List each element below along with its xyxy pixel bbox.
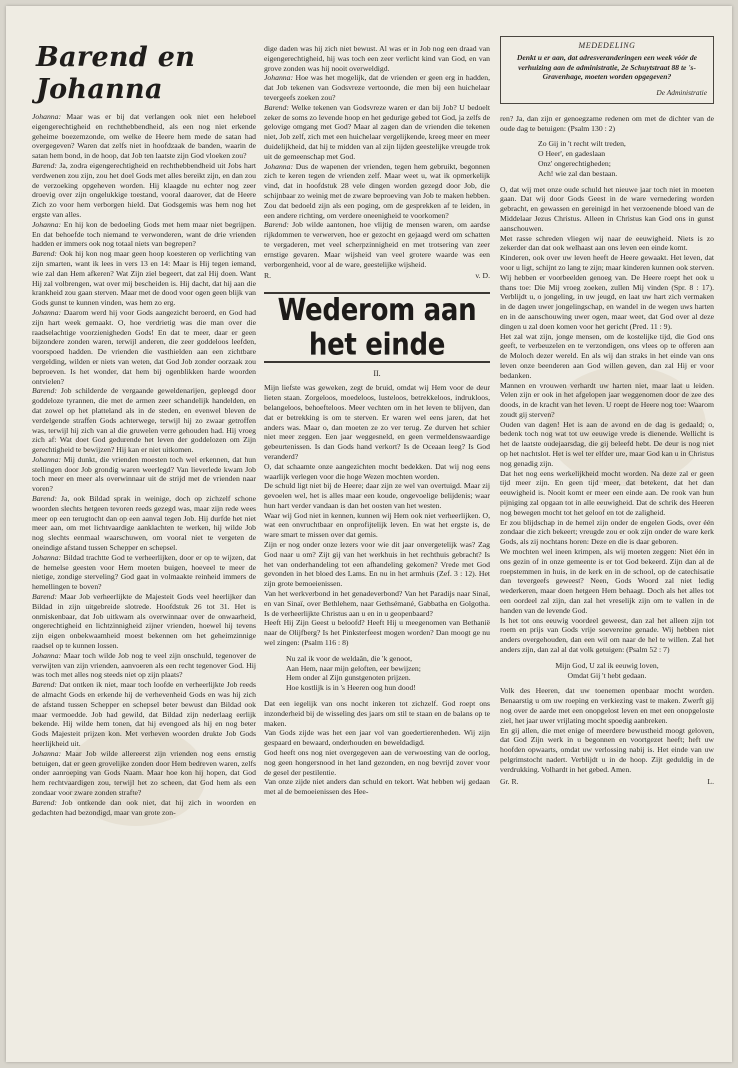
- psalm-verse: [538, 139, 714, 178]
- dialogue-paragraph: Johanna: Bildad trachtte God te verheerlijken, door er op te wijzen, dat de hemelse geesten voor Hem moeten buigen, hoeveel te meer de nietige, zondige sterveling? God gaat in volmaakte reinheid immers de hemellingen te boven?: [32, 552, 256, 592]
- column-right: [500, 36, 714, 1052]
- article-title-wederom: Wederom aan het einde: [277, 293, 477, 363]
- dialogue-paragraph: Johanna: Maar toch wilde Job nog te veel zijn onschuld, tegenover de verwijten van zijn vrienden, aanvoeren als een recht tegenover God. Hij was toch met alles nog steeds niet op zijn plaats?: [32, 650, 256, 680]
- notice-title: MEDEDELING: [578, 41, 636, 50]
- article-paragraph: O, dat schaamte onze aangezichten mocht bedekken. Dat wij nog eens waarlijk verlegen voor die hoge Wezen mochten worden.: [264, 461, 490, 481]
- article-paragraph: Met rasse schreden vliegen wij naar de eeuwigheid. Niets is zo zekerder dan dat ook welhaast aan ons leven een einde komt.: [500, 233, 714, 253]
- article-title-barend-en-johanna: Barend en Johanna: [36, 42, 196, 105]
- column-middle: [264, 44, 490, 1052]
- dialogue-paragraph: Johanna: Daarom werd hij voor Gods aangezicht beroerd, en God had zijn hart week gemaakt. O, hoe verdrietig was die man over die raadselachtige voorzienigheden Gods! En dat te meer, daar er geen bijzondere zonden waren, terwijl anderen, die zeer goddeloos leefden, voorspoed hadden. De vrienden die vasthielden aan een zichtbare vergelding, wilden er niets van weten, dat God Job zonder oorzaak zou beproeven. Is het wonder, dat hem bij ogenblikken harde woorden ontvielen?: [32, 307, 256, 386]
- signature-left: R.: [264, 271, 272, 281]
- column-barend-en-johanna: [32, 42, 256, 1052]
- speaker-label: Barend:: [32, 797, 57, 807]
- article-paragraph: Zijn er nog onder onze lezers voor wie dit jaar onvergetelijk was? Zag God naar u om? Zijt gij van het werkhuis in het rechthuis gebracht? Is het van onderhandeling tot een afhandeling gekomen? Vrede met God gevonden in het bloed des Lams. En nu in het armhuis (Zef. 3 : 12). Het zijn grote bemoeienissen.: [264, 540, 490, 589]
- article-paragraph: Dat het nog eens werkelijkheid mocht worden. Na deze zal er geen tijd meer zijn. En geen tijd meer, dat betekent, dat het dan eeuwigheid is. Nooit komt er meer een einde aan. De rook van hun pijniging zal opgaan tot in alle eeuwigheid. Dat de schrik des Heeren nog bewegen mocht tot het geloof en tot de zaligheid.: [500, 468, 714, 517]
- verse-line: Nu zal ik voor de weldaân, die 'k genoot,: [286, 653, 413, 663]
- article-paragraph: Er zou blijdschap in de hemel zijn onder de engelen Gods, over één zondaar die zich bekeert; vreugde zou er ook zijn onder de ware kerk Gods, als zij nochtans horen: Deze en die is daar geboren.: [500, 517, 714, 547]
- article-paragraph: Ouden van dagen! Het is aan de avond en de dag is gedaald; o, bedenk toch nog wat tot uw eeuwige vrede is dienende. Wellicht is het de laatste oudejaarsdag, die gij beleefd hebt. De deur is nog niet op het nachtslot. Het is wel ter elfder ure, maar God kan u in Christus nog genadig zijn.: [500, 419, 714, 468]
- speaker-label: Johanna:: [32, 219, 62, 229]
- speaker-label: Johanna:: [264, 161, 294, 171]
- dialogue-paragraph: Barend: Ja, zodra eigengerechtigheid en rechthebbendheid uit Jobs hart verdwenen zou zijn, zou het doel Gods met alles bereikt zijn, en dan zou de verzoeking opgeheven worden. Hij klaagde nu echter nog zeer droevig over zijn ongelukkige toestand, vooral daarover, dat de Heere Zich zo voor hem verborgen hield. Dat Godsgemis was hem nog het ergste van alles.: [32, 160, 256, 219]
- article-signature: [264, 271, 490, 280]
- article-paragraph: God heeft ons nog niet overgegeven aan de verwoesting van de oorlog, nog geen hongersnood in het land gezonden, en nog bevrijd zover voor de gesel der pestilentie.: [264, 748, 490, 777]
- verse-line: Aan Hem, naar mijn geloften, eer bewijzen;: [286, 663, 421, 673]
- article-signature: [500, 777, 714, 786]
- article-paragraph: Waar wij God niet in kennen, kunnen wij Hem ook niet verheerlijken. O, wat een onvruchtbaar en onprofijtelijk leven. En wat het ergste is, de ware smart te missen over dat gemis.: [264, 510, 490, 540]
- dialogue-paragraph: Johanna: Maar was er bij dat verlangen ook niet een heleboel eigengerechtigheid en rechthebbendheid, als een nog niet erkende geheime boezemzonde, om welke de Heere hem mede de satan had overgegeven? Waren dat zelfs niet in hoofdzaak de banden, waarin de satan hem bond, in de hoop, dat Job ten laatste zijn God vloeken zou?: [32, 112, 256, 161]
- speaker-label: Johanna:: [32, 748, 62, 758]
- dialogue-paragraph: Barend: Welke tekenen van Godsvreze waren er dan bij Job? U bedoelt zeker de soms zo levende hoop en het gedurige gebed tot God, ja zelfs de gelovige omgang met God? Maar al zagen dan de vrienden die tekenen niet, Job zelf, zich met een huichelaar vergelijkende, kreeg meer en meer duidelijkheid, dat hij te midden van al zijn lijden geestelijke vreugde trok uit de gemeenschap met God.: [264, 102, 490, 161]
- speaker-label: Barend:: [32, 592, 57, 602]
- speaker-label: Johanna:: [32, 454, 62, 464]
- dialogue-paragraph: Johanna: En hij kon de bedoeling Gods met hem maar niet begrijpen. En dat behoefde toch niemand te verwonderen, want de drie vrienden hadden er immers ook nog totaal niets van begrepen?: [32, 219, 256, 249]
- verse-line: Hoe kostlijk is in 's Heeren oog hun dood!: [286, 683, 416, 693]
- speaker-label: Barend:: [264, 220, 289, 230]
- speaker-label: Johanna:: [32, 650, 62, 660]
- article-paragraph: Dat een iegelijk van ons nocht inkeren tot zichzelf. God roept ons inzonderheid bij de wisseling des jaars om stil te staan en de balans op te maken.: [264, 699, 490, 728]
- article-paragraph: Mijn liefste was geweken, zegt de bruid, omdat wij Hem voor de deur lieten staan. Zorgeloos, moedeloos, lusteloos, betrekkeloos, indrukloos, belangeloos, behoefteloos. Meer vechten om in het leven te blijven, dan dat er betrekking is om te sterven. Er waren wel eens jaren, dat het anders was. Maar o, dan moeten ze zo ver terug. Ze durven het schier niet meer zeggen. Een jaar weggesneld, en geen vermeldenswaardige gebeurtenissen. Is dan Gods hand verkort? Is de Oceaan leeg? Is God veranderd?: [264, 383, 490, 461]
- article-paragraph: O, dat wij met onze oude schuld het nieuwe jaar toch niet in moeten gaan. Dat wij door Gods Geest in de ware vernedering worden gebracht, en gewassen en gereinigd in het verzoenende bloed van de Middelaar Jezus Christus. Alleen in Christus kan God ons in gunst aanschouwen.: [500, 184, 714, 233]
- newspaper-page: [6, 6, 732, 1062]
- article-paragraph: Heeft Hij Zijn Geest u beloofd? Heeft Hij u meegenomen van Bethanië naar de Olijfberg? Is het Pinksterfeest mogen worden? Dan moogt ge nu wel zingen: (Psalm 116 : 8): [264, 618, 490, 648]
- article-paragraph: En gij allen, die met enige of meerdere bewustheid moogt geloven, dat God Zijn werk in u begonnen en voortgezet heeft; heft uw hoofden opwaarts, omdat uw verlossing nabij is. Het einde van uw pelgrimstocht nadert. Verblijdt u in de hoop. Zijt geduldig in de verdrukking. Volhardt in het gebed. Amen.: [500, 725, 714, 774]
- dialogue-paragraph: Johanna: Mij dunkt, die vrienden moesten toch wel erkennen, dat hun stellingen door Job grondig waren weerlegd? Van lieverlede kwam Job toch meer en meer als overwinnaar uit de strijd met de vrienden naar voren?: [32, 454, 256, 494]
- article-paragraph: Volk des Heeren, dat uw toenemen openbaar mocht worden. Benaarstig u om uw roeping en verkiezing vast te maken. Zwerft gij nog over de aarde met een onopgelost leven en met een onopgeloste ziel, het jaar uwer vrijlating mocht spoedig aanbreken.: [500, 686, 714, 725]
- article-paragraph: Van het werkverbond in het genadeverbond? Van het Paradijs naar Sinaï, en van Sinaï, over Bethlehem, naar Gethsémané, Gabbatha en Golgotha. Is de verheerlijkte Christus aan u en in u geopenbaard?: [264, 589, 490, 618]
- speaker-label: Johanna:: [32, 552, 62, 562]
- dialogue-paragraph: Barend: Dat ontken ik niet, maar toch loofde en verheerlijkte Job reeds de almacht Gods en erkende hij de verhevenheid Gods en was hij zich de afstand tussen Schepper en schepsel beter bewust dan Bildad ook maar vermoedde. Job had gewild, dat Bildad zijn nederlaag eerlijk bekende. Hij wilde hem tonen, dat hij evengoed als hij en nog beter Gods Majesteit prijzen kon. Met verheven woorden drukte Job Gods heerlijkheid uit.: [32, 680, 256, 748]
- speaker-label: Barend:: [32, 160, 57, 170]
- article-paragraph: We mochten wel ineen krimpen, als wij moeten zeggen: Niet één in ons gezin of in onze gemeente is er tot God bekeerd. Zijn dan al de roepstemmen in huis, in de kerk en in de school, op de catechisatie dan tevergeefs geweest? Neen, Gods Woord zal niet ledig wederkeren, maar doen hetgeen Hem behaagt. Doch als het alles tot een oordeel zal zijn, dan zal het vreselijk zijn om te vallen in de handen van de levende God.: [500, 547, 714, 615]
- dialogue-paragraph: dige daden was hij zich niet bewust. Al was er in Job nog een draad van eigengerechtigheid, hij was toch een zeer verlicht kind van God, en van grove zonden was hij nooit overweldigd.: [264, 44, 490, 73]
- dialogue-paragraph: Barend: Ook hij kon nog maar geen hoop koesteren op verlichting van zijn smarten, want ik lees in vers 13 en 14: Maar is Hij tegen iemand, wie zal dan Hem afkeren? Wat Zijn ziel begeert, dat zal Hij doen. Want Hij zal volbrengen, wat over mij bescheiden is. Hij dacht, dat hij aan die krankheid zou gaan sterven. Maar met de dood voor ogen geen blijk van Gods gunst te kunnen vinden, was hem zo erg.: [32, 249, 256, 308]
- dialogue-paragraph: Johanna: Dus de wapenen der vrienden, tegen hem gebruikt, begonnen zich te keren tegen de vrienden zelf. Maar weet u, wat ik opmerkelijk vind, dat in hoofdstuk 28 vele dingen worden gezegd door Job, die schijnbaar zo weinig met de zware beproeving van Job te maken hebben. Zou dat bedoeld zijn als een poging, om de gesprekken af te leiden, in een andere richting, om verdere oneenigheid te voorkomen?: [264, 161, 490, 220]
- verse-line: Omdat Gij 't hebt gedaan.: [567, 670, 647, 680]
- dialogue-paragraph: Barend: Job wilde aantonen, hoe vlijtig de mensen waren, om aardse rijkdommen te verwerven, hoe er gezocht en gejaagd werd om schatten te vergaderen, met veel scherpzinnigheid en met trotsering van zeer ernstige gevaren. Maar wijsheid van veel grotere waarde was een verborgenheid, voor al de ware, geestelijke wijsheid.: [264, 220, 490, 269]
- article-paragraph: Kinderen, ook over uw leven heeft de Heere gewaakt. Het leven, dat voor u ligt, schijnt zo lang te zijn; maar kinderen kunnen ook sterven. Wij hebben er voorbeelden genoeg van. De Heere roept het ook u thans toe: Die Mij vroeg zoeken, zullen Mij vinden (Spr. 8 : 17). Verblijdt u, o jongeling, in uw jeugd, en laat uw hart zich vermaken in de dagen uwer jongelingschap, en wandel in de wegen uws harten en in de aanschouwing uwer ogen, maar weet, dat God over al deze dingen u zal doen komen voor het gericht (Pred. 11 : 9).: [500, 253, 714, 331]
- notice-box: [500, 36, 714, 104]
- dialogue-paragraph: Johanna: Maar Job wilde allereerst zijn vrienden nog eens ernstig betuigen, dat er geen grovelijke zonden door Hem bedreven waren, zelfs onder aanroeping van Gods Naam. Maar hoe kon hij hopen, dat God hem rechtvaardigen zou, terwijl het zo scheen, dat God hem als een zondaar voor zware zonden strafte?: [32, 748, 256, 797]
- speaker-label: Barend:: [32, 494, 57, 504]
- article-paragraph: Het zal wat zijn, jonge mensen, om de kostelijke tijd, die God ons geeft, te verbeuzelen en te verzondigen, ons vlees op te offeren aan de Moloch dezer wereld. En als wij dan straks in het einde van ons leven onze beenderen aan God willen geven, dan zal Hij er voor bedanken.: [500, 331, 714, 380]
- speaker-label: Johanna:: [264, 73, 294, 83]
- speaker-label: Barend:: [32, 680, 57, 690]
- psalm-verse: [286, 654, 490, 693]
- verse-line: Hem onder al Zijn gunstgenoten prijzen.: [286, 673, 411, 683]
- article-paragraph: Mannen en vrouwen verhardt uw harten niet, maar laat u leiden. Velen zijn er ook in het afgelopen jaar weggenomen door de zee des doods, in de kracht van het leven. U roept de Heere nog toe: Waarom zoudt gij sterven?: [500, 380, 714, 419]
- speaker-label: Johanna:: [32, 112, 62, 121]
- verse-line: Mijn God, U zal ik eeuwig loven,: [555, 660, 659, 670]
- signature-right: v. D.: [475, 271, 490, 281]
- speaker-label: Barend:: [264, 102, 289, 112]
- notice-text: Denkt u er aan, dat adresveranderingen een week vóór de verhuizing aan de administratie, 2e Schuytstraat 88 te 's-Gravenhage, moeten worden opgegeven?: [516, 53, 698, 82]
- speaker-label: Johanna:: [32, 307, 62, 317]
- signature-left: Gr. R.: [500, 776, 519, 786]
- dialogue-paragraph: Johanna: Hoe was het mogelijk, dat de vrienden er geen erg in hadden, dat Job tekenen van Godsvreze vertoonde, die men bij een huichelaar tevergeefs zoeken zou?: [264, 73, 490, 102]
- speaker-label: Barend:: [32, 386, 57, 396]
- verse-line: Zo Gij in 't recht wilt treden,: [538, 139, 626, 149]
- article-paragraph: Is het tot ons eeuwig voordeel geweest, dan zal het alleen zijn tot roem en prijs van Gods vrije soevereine genade. Wij hebben niet anders overgehouden, dan een wil om naar de hel te willen. Zal het anders zijn, dan zal al dat volk getuigen: (Psalm 52 : 7): [500, 615, 714, 655]
- article-number: II.: [373, 369, 381, 379]
- article-paragraph: ren? Ja, dan zijn er genoegzame redenen om met de dichter van de oude dag te betuigen: (Psalm 130 : 2): [500, 113, 714, 133]
- article-paragraph: Van onze zijde niet anders dan schuld en tekort. Wat hebben wij gedaan met al de bemoeienissen des Hee-: [264, 777, 490, 797]
- verse-line: Onz' ongerechtigheden;: [538, 158, 611, 168]
- dialogue-paragraph: Barend: Ja, ook Bildad sprak in weinige, doch op zichzelf schone woorden slechts hetgeen tevoren reeds gezegd was, maar zijn rede wees meer op een terugtocht dan op een aanval tegen Job. Hij durfde het niet meer aan, om met lichtvaardige aanklachten te werken, hij wilde Job nog slechts eenmaal waarschuwen, om vooral niet te vergeten de oneindige afstand tussen Schepper en schepsel.: [32, 494, 256, 553]
- dialogue-paragraph: Barend: Job schilderde de vergaande geweldenarijen, gepleegd door goddeloze tyrannen, die met de armen zeer schandelijk handelden, en dat zowel op het platteland als in de steden, en evenwel bleven de verdelgende straffen Gods achterwege, terwijl hij zo zwaar getroffen was, terwijl hij zich van al die gruwelen verre gehouden had. Hij vroeg zich af: Wat doet God gedurende het leven der goddelozen om Zijn gerechtigheid te bewijzen? Hij kan er niet uitkomen.: [32, 386, 256, 455]
- article-paragraph: De schuld ligt niet bij de Heere; daar zijn ze wel van overtuigd. Maar zij gevoelen wel, het is alles maar een koude, ongevoelige belijdenis; waar hun hart verder vandaan is dan het oosten van het westen.: [264, 481, 490, 510]
- speaker-label: Barend:: [32, 249, 57, 259]
- verse-line: Ach! wie zal dan bestaan.: [538, 168, 618, 178]
- notice-signature: De Administratie: [656, 87, 707, 97]
- dialogue-paragraph: Barend: Job ontkende dan ook niet, dat hij zich in woorden en gedachten had bezondigd, maar van grote zon-: [32, 797, 256, 817]
- verse-line: O Heer', en gadeslaan: [538, 149, 606, 159]
- psalm-verse: [500, 661, 714, 681]
- article-paragraph: Van Gods zijde was het een jaar vol van goedertierenheden. Wij zijn gespaard en bewaard, onderhouden en beweldadigd.: [264, 728, 490, 748]
- signature-right: L.: [707, 776, 714, 786]
- headline-box: [264, 292, 490, 363]
- dialogue-paragraph: Barend: Maar Job verheerlijkte de Majesteit Gods veel heerlijker dan Bildad in zijn uitgebreide slotrede. Hoofdstuk 26 tot 31. Het is onmiskenbaar, dat Job uitkwam als overwinnaar over de onwaarheid, ongerechtigheid en lichtzinnigheid zijner vrienden, hoewel hij tevens zijn eigen onbekwaamheid moest bekennen om het geheimzinnige raadsel op te kunnen lossen.: [32, 592, 256, 651]
